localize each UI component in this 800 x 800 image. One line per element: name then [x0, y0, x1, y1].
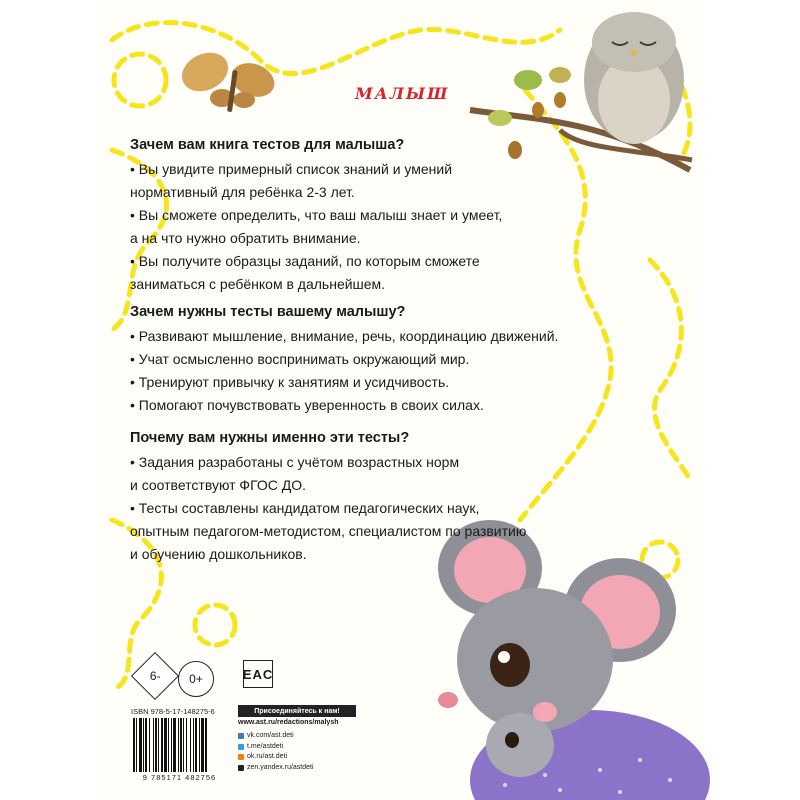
text-line: нормативный для ребёнка 2-3 лет.: [130, 184, 355, 200]
social-link-label: zen.yandex.ru/astdeti: [247, 763, 314, 771]
section-why-book: [130, 134, 600, 296]
barcode: [131, 718, 228, 774]
barcode-bar: [155, 718, 157, 772]
barcode-bar: [158, 718, 159, 772]
text-line: • Задания разработаны с учётом возрастных норм: [130, 454, 460, 470]
barcode-bar: [143, 718, 144, 772]
text-line: опытным педагогом-методистом, специалистом по развитию: [130, 523, 527, 539]
text-line: заниматься с ребёнком в дальнейшем.: [130, 276, 386, 292]
eac-mark: EAC: [243, 660, 273, 688]
section-heading: Зачем вам книга тестов для малыша?: [130, 137, 405, 153]
barcode-bar: [178, 718, 179, 772]
publisher-logo: МАЛЫШ: [355, 84, 450, 103]
section-why-these-tests: [130, 427, 600, 566]
barcode-bar: [173, 718, 176, 772]
social-link-vk[interactable]: [238, 731, 314, 742]
section-heading: Почему вам нужны именно эти тесты?: [130, 430, 410, 446]
social-link-label: ok.ru/ast.deti: [247, 753, 288, 760]
text-line: • Вы получите образцы заданий, по которым сможете: [130, 253, 480, 269]
barcode-bar: [139, 718, 142, 772]
text-line: • Развивают мышление, внимание, речь, координацию движений.: [130, 328, 559, 344]
text-line: • Учат осмысленно воспринимать окружающий мир.: [130, 351, 470, 367]
barcode-bar: [149, 718, 150, 772]
barcode-bar: [153, 718, 154, 772]
age-badge-label: 6-: [149, 668, 161, 683]
section-why-tests: [130, 301, 600, 417]
barcode-bar: [201, 718, 204, 772]
text-line: • Помогают почувствовать уверенность в своих силах.: [130, 397, 484, 413]
isbn-text: ISBN 978-5-17-148275-6: [131, 707, 215, 716]
barcode-bar: [195, 718, 197, 772]
barcode-bar: [190, 718, 191, 772]
social-link-label: vk.com/ast.deti: [247, 732, 294, 739]
barcode-bar: [183, 718, 184, 772]
barcode-bar: [180, 718, 182, 772]
butterfly-illustration: [176, 46, 280, 113]
barcode-bar: [145, 718, 147, 772]
text-line: • Вы сможете определить, что ваш малыш знает и умеет,: [130, 207, 503, 223]
barcode-bar: [164, 718, 167, 772]
zen-icon: [238, 765, 244, 771]
barcode-bar: [205, 718, 207, 772]
text-line: • Тренируют привычку к занятиям и усидчивость.: [130, 374, 450, 390]
barcode-number: 9 785171 482756: [142, 773, 217, 782]
join-us-banner: Присоединяйтесь к нам!: [238, 705, 356, 717]
barcode-bar: [186, 718, 187, 772]
barcode-bar: [199, 718, 200, 772]
social-links: [238, 731, 314, 773]
rating-badge: 0+: [178, 661, 214, 697]
text-line: и обучению дошкольников.: [130, 546, 307, 562]
barcode-bar: [136, 718, 137, 772]
text-line: • Вы увидите примерный список знаний и умений: [130, 161, 453, 177]
vk-icon: [238, 733, 244, 739]
text-line: а на что нужно обратить внимание.: [130, 230, 361, 246]
section-heading: Зачем нужны тесты вашему малышу?: [130, 304, 406, 320]
text-line: и соответствуют ФГОС ДО.: [130, 477, 307, 493]
social-link-label: t.me/astdeti: [247, 742, 284, 750]
telegram-icon: [238, 744, 244, 750]
barcode-bar: [133, 718, 135, 772]
barcode-bar: [161, 718, 163, 772]
website-link[interactable]: www.ast.ru/redactions/malysh: [238, 719, 339, 726]
ok-icon: [238, 754, 244, 760]
text-line: • Тесты составлены кандидатом педагогических наук,: [130, 500, 480, 516]
social-link-ok[interactable]: [238, 752, 314, 763]
barcode-bar: [193, 718, 194, 772]
social-link-telegram[interactable]: [238, 742, 314, 753]
barcode-bar: [168, 718, 169, 772]
social-link-zen[interactable]: [238, 763, 314, 774]
barcode-bar: [171, 718, 172, 772]
